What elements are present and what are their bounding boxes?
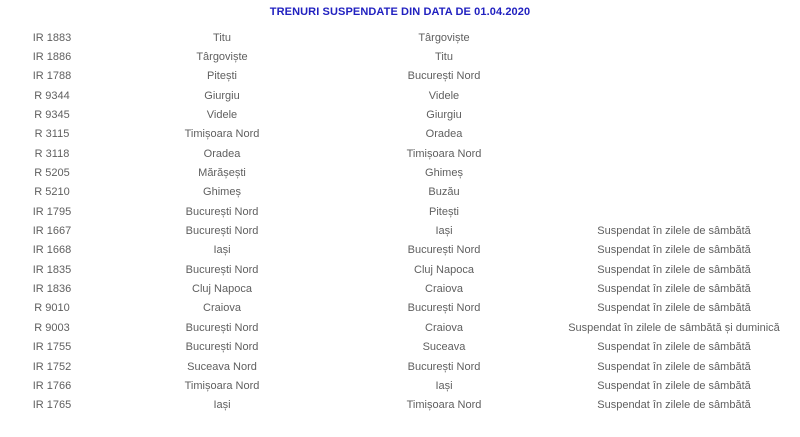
origin-cell: Iași xyxy=(213,399,231,412)
destination-cell: Oradea xyxy=(425,128,463,141)
origin-cell: Târgoviște xyxy=(196,51,248,64)
note-cell xyxy=(548,47,800,66)
destination-cell: Pitești xyxy=(429,205,459,218)
origin-cell: Mărășești xyxy=(198,167,246,180)
origin-cell: Oradea xyxy=(203,147,241,160)
train-id-cell: IR 1668 xyxy=(32,244,72,257)
origin-cell: Cluj Napoca xyxy=(192,283,252,296)
train-id-cell: IR 1667 xyxy=(32,225,72,238)
table-row xyxy=(0,28,800,47)
destination-cell: Timișoara Nord xyxy=(406,147,482,160)
note-cell xyxy=(548,67,800,86)
train-id-cell: R 9345 xyxy=(34,109,70,122)
note-cell xyxy=(548,144,800,163)
note-cell: Suspendat în zilele de sâmbătă xyxy=(597,302,751,315)
train-id-cell: IR 1835 xyxy=(32,263,72,276)
note-cell xyxy=(548,183,800,202)
train-id-cell: R 3115 xyxy=(34,128,70,141)
destination-cell: Craiova xyxy=(425,321,463,334)
origin-cell: Pitești xyxy=(207,70,237,83)
note-cell: Suspendat în zilele de sâmbătă xyxy=(597,341,751,354)
table-row xyxy=(0,105,800,124)
destination-cell: Videle xyxy=(428,89,460,102)
table-row xyxy=(0,318,800,337)
table-row xyxy=(0,260,800,279)
destination-cell: Iași xyxy=(435,225,453,238)
table-row xyxy=(0,241,800,260)
train-id-cell: IR 1883 xyxy=(32,31,72,44)
table-row xyxy=(0,221,800,240)
note-cell xyxy=(548,163,800,182)
origin-cell: Craiova xyxy=(203,302,241,315)
origin-cell: București Nord xyxy=(185,205,259,218)
origin-cell: București Nord xyxy=(185,263,259,276)
table-row xyxy=(0,338,800,357)
train-id-cell: IR 1788 xyxy=(32,70,72,83)
note-cell: Suspendat în zilele de sâmbătă xyxy=(597,283,751,296)
destination-cell: Cluj Napoca xyxy=(414,263,474,276)
destination-cell: Suceava xyxy=(422,341,466,354)
note-cell xyxy=(548,86,800,105)
origin-cell: Iași xyxy=(213,244,231,257)
destination-cell: Târgoviște xyxy=(418,31,470,44)
train-id-cell: R 3118 xyxy=(34,147,70,160)
table-row xyxy=(0,144,800,163)
table-row xyxy=(0,125,800,144)
destination-cell: București Nord xyxy=(407,244,481,257)
note-cell: Suspendat în zilele de sâmbătă xyxy=(597,244,751,257)
destination-cell: Ghimeș xyxy=(425,167,463,180)
table-row xyxy=(0,202,800,221)
table-row xyxy=(0,67,800,86)
table-row xyxy=(0,183,800,202)
note-cell: Suspendat în zilele de sâmbătă xyxy=(597,263,751,276)
note-cell xyxy=(548,105,800,124)
origin-cell: Videle xyxy=(206,109,238,122)
origin-cell: București Nord xyxy=(185,341,259,354)
destination-cell: București Nord xyxy=(407,302,481,315)
table-row xyxy=(0,47,800,66)
table-row xyxy=(0,279,800,298)
destination-cell: Titu xyxy=(435,51,453,64)
suspended-trains-table xyxy=(0,28,800,415)
table-row xyxy=(0,86,800,105)
note-cell: Suspendat în zilele de sâmbătă xyxy=(597,379,751,392)
destination-cell: Giurgiu xyxy=(426,109,462,122)
table-row xyxy=(0,396,800,415)
origin-cell: Giurgiu xyxy=(204,89,240,102)
destination-cell: Buzău xyxy=(428,186,460,199)
origin-cell: Titu xyxy=(213,31,231,44)
train-id-cell: R 9010 xyxy=(34,302,70,315)
table-row xyxy=(0,376,800,395)
note-cell xyxy=(548,125,800,144)
destination-cell: București Nord xyxy=(407,360,481,373)
origin-cell: Ghimeș xyxy=(203,186,241,199)
origin-cell: Timișoara Nord xyxy=(184,128,260,141)
note-cell xyxy=(548,202,800,221)
destination-cell: Craiova xyxy=(425,283,463,296)
note-cell: Suspendat în zilele de sâmbătă xyxy=(597,399,751,412)
note-cell xyxy=(548,28,800,47)
origin-cell: București Nord xyxy=(185,225,259,238)
destination-cell: București Nord xyxy=(407,70,481,83)
train-id-cell: R 9003 xyxy=(34,321,70,334)
train-id-cell: IR 1836 xyxy=(32,283,72,296)
destination-cell: Timișoara Nord xyxy=(406,399,482,412)
origin-cell: Timișoara Nord xyxy=(184,379,260,392)
train-id-cell: R 5205 xyxy=(34,167,70,180)
train-id-cell: IR 1765 xyxy=(32,399,72,412)
train-id-cell: IR 1795 xyxy=(32,205,72,218)
note-cell: Suspendat în zilele de sâmbătă xyxy=(597,360,751,373)
destination-cell: Iași xyxy=(435,379,453,392)
table-row xyxy=(0,357,800,376)
train-id-cell: IR 1766 xyxy=(32,379,72,392)
table-row xyxy=(0,163,800,182)
train-id-cell: IR 1886 xyxy=(32,51,72,64)
origin-cell: Suceava Nord xyxy=(187,360,257,373)
train-id-cell: IR 1752 xyxy=(32,360,72,373)
suspended-trains-table-body xyxy=(0,28,800,415)
page-title: TRENURI SUSPENDATE DIN DATA DE 01.04.2020 xyxy=(269,6,531,18)
train-id-cell: R 9344 xyxy=(34,89,70,102)
note-cell: Suspendat în zilele de sâmbătă și duminică xyxy=(568,321,780,334)
train-id-cell: IR 1755 xyxy=(32,341,72,354)
note-cell: Suspendat în zilele de sâmbătă xyxy=(597,225,751,238)
origin-cell: București Nord xyxy=(185,321,259,334)
table-row xyxy=(0,299,800,318)
train-id-cell: R 5210 xyxy=(34,186,70,199)
